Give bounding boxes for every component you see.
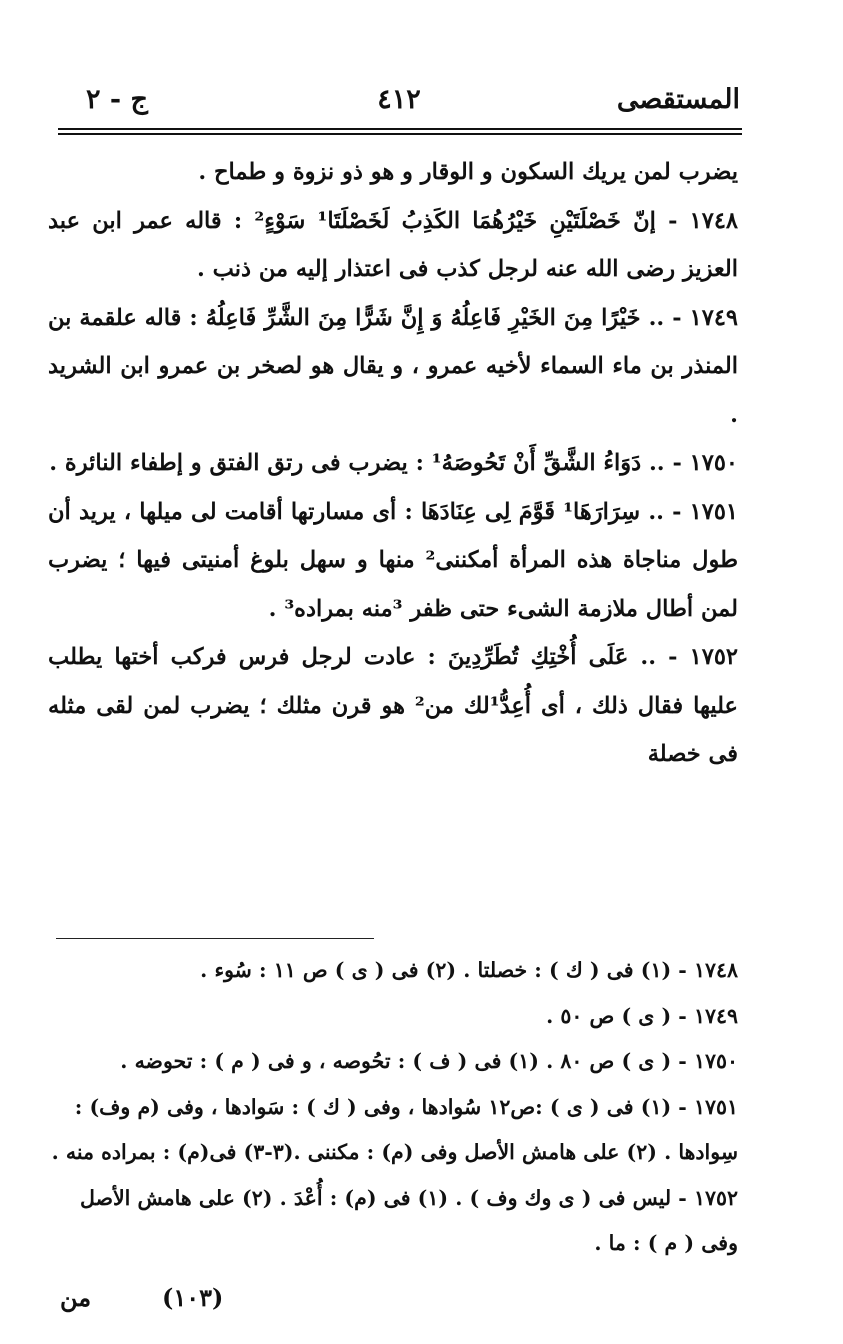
proverb-entry-1748: ١٧٤٨ - إنّ خَصْلَتَيْنِ خَيْرُهُمَا الكَذِبُ لَخَصْلَتَا¹ سَوْءٍ² : قاله عمر ابن عبد العزيز رضى الله عنه لرجل كذب فى اعتذار إليه من ذنب . — [48, 207, 738, 282]
proverb-entry-1751: ١٧٥١ - .. سِرَارَهَا¹ قَوَّمَ لِى عِنَادَهَا : أى مسارتها أقامت لى ميلها ، يريد أن طول مناجاة هذه المرأة أمكننى² منها و سهل بلوغ أمنيتى فيها ؛ يضرب لمن أطال ملازمة الشىء حتى ظفر ³منه بمراده³ . — [48, 498, 739, 622]
page-header — [58, 84, 740, 124]
running-title: المستقصى — [616, 84, 740, 115]
header-rule-top — [58, 128, 742, 130]
page-number: ٤١٢ — [377, 84, 421, 115]
main-text — [48, 148, 738, 779]
proverb-entry-1752: ١٧٥٢ - .. عَلَى أُخْتِكِ تُطَرِّدِينَ : عادت لرجل فرس فركب أختها يطلب عليها فقال ذلك ، أى أُعِدُّ¹لك من² هو قرن مثلك ؛ يضرب لمن لقى مثله فى خصلة — [48, 644, 738, 767]
header-rule-bottom — [58, 133, 742, 135]
footnote-1750: ١٧٥٠ - ( ى ) ص ٨٠ . (١) فى ( ف ) : تحُوصه ، و فى ( م ) : تحوضه . — [120, 1049, 738, 1073]
signature-mark: (١٠٣) — [162, 1283, 224, 1312]
catchword: من — [60, 1283, 92, 1312]
entry-continuation: يضرب لمن يريك السكون و الوقار و هو ذو نزوة و طماح . — [198, 159, 738, 185]
proverb-entry-1749: ١٧٤٩ - .. خَيْرًا مِنَ الخَيْرِ فَاعِلُهُ وَ إِنَّ شَرًّا مِنَ الشَّرِّ فَاعِلُهُ : قاله علقمة بن المنذر بن ماء السماء لأخيه عمرو ، و يقال هو لصخر بن عمرو ابن الشريد . — [48, 304, 738, 428]
proverb-entry-1750: ١٧٥٠ - .. دَوَاءُ الشَّقِّ أَنْ تَحُوصَهُ¹ : يضرب فى رتق الفتق و إطفاء النائرة . — [49, 450, 738, 476]
footnote-1752: ١٧٥٢ - ليس فى ( ى وك وف ) . (١) فى (م) : أُعْدَ . (٢) على هامش الأصل وفى ( م ) : ما . — [80, 1185, 738, 1255]
footnote-divider — [56, 938, 374, 939]
footnote-1751: ١٧٥١ - (١) فى ( ى ) :ص١٢ سُوادها ، وفى ( ك ) : سَوادها ، وفى (م وف) : سِوادها . (٢) على هامش الأصل وفى (م) : مكننى .(٣-٣) فى(م) : بمراده منه . — [51, 1094, 738, 1164]
volume-label: ج - ٢ — [86, 84, 148, 115]
footnote-1748: ١٧٤٨ - (١) فى ( ك ) : خصلتا . (٢) فى ( ى ) ص ١١ : سُوء . — [200, 958, 738, 982]
footnote-1749: ١٧٤٩ - ( ى ) ص ٥٠ . — [546, 1003, 738, 1028]
footnotes — [48, 948, 738, 1267]
